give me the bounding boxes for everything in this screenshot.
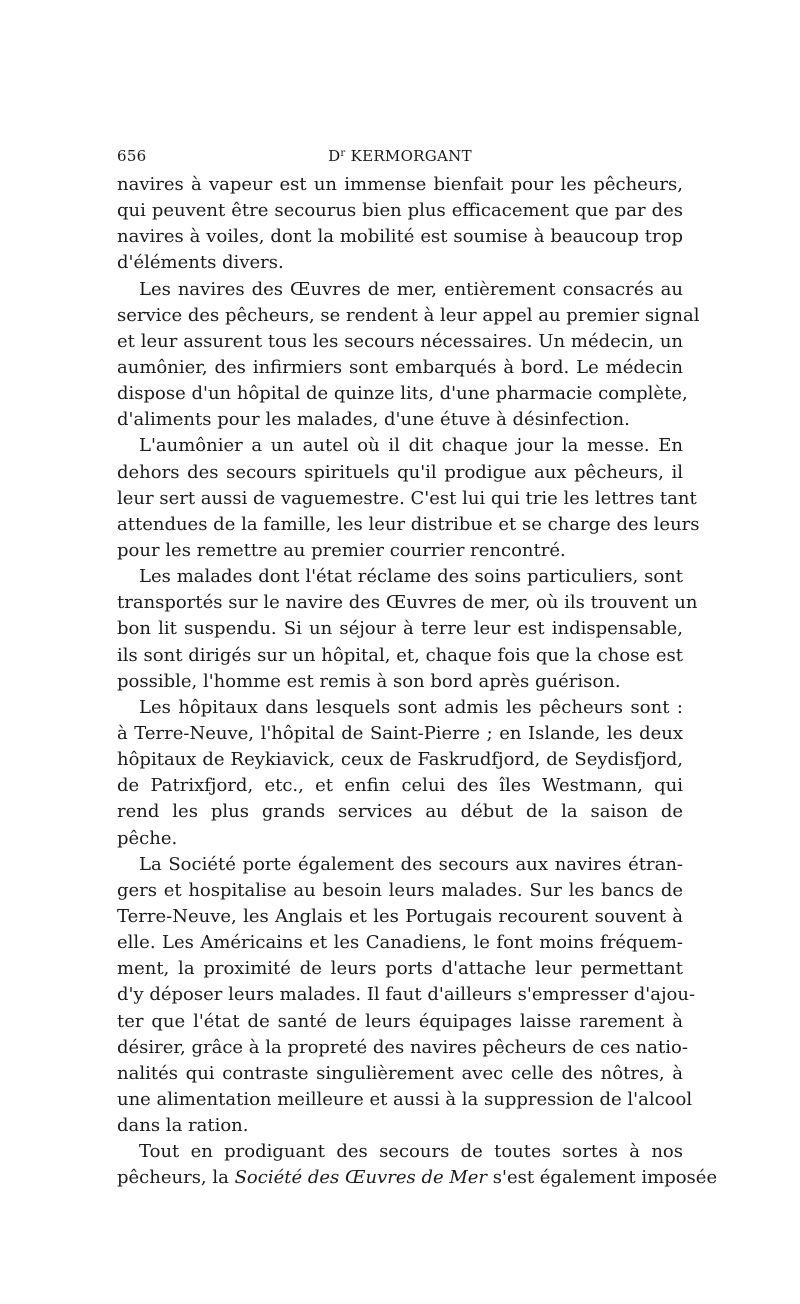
running-title: [117, 147, 683, 165]
author-prefix: D: [328, 147, 341, 165]
text-line: La Société porte également des secours aux navires étran-: [139, 853, 683, 875]
text-line: service des pêcheurs, se rendent à leur appel au premier signal: [117, 304, 700, 326]
text-line: nalités qui contraste singulièrement avec celle des nôtres, à: [117, 1062, 683, 1084]
text-line: pour les remettre au premier courrier rencontré.: [117, 539, 566, 561]
paragraph: [117, 695, 683, 852]
text-line: ment, la proximité de leurs ports d'attache leur permettant: [117, 958, 683, 980]
text-line: leur sert aussi de vaguemestre. C'est lui qui trie les lettres tant: [117, 487, 697, 509]
paragraph: [117, 433, 700, 564]
text-line: possible, l'homme est remis à son bord après guérison.: [117, 670, 621, 692]
page-number: 656: [117, 147, 147, 165]
text-line: Les navires des Œuvres de mer, entièrement consacrés au: [139, 278, 683, 300]
running-header: [117, 147, 683, 169]
paragraph: [117, 172, 683, 277]
text-line: désirer, grâce à la propreté des navires pêcheurs de ces natio-: [117, 1036, 688, 1058]
text-line: Les malades dont l'état réclame des soins particuliers, sont: [139, 566, 683, 588]
text-line: une alimentation meilleure et aussi à la suppression de l'alcool: [117, 1088, 693, 1110]
text-line: attendues de la famille, les leur distribue et se charge des leurs: [117, 513, 700, 535]
text-line: bon lit suspendu. Si un séjour à terre leur est indispensable,: [117, 618, 683, 640]
text-run: s'est également imposée: [487, 1167, 718, 1189]
paragraph: [117, 852, 696, 1140]
text-line: d'y déposer leurs malades. Il faut d'ailleurs s'empresser d'ajou-: [117, 984, 696, 1006]
paragraph: [117, 277, 700, 434]
author-name: KERMORGANT: [345, 147, 472, 165]
author-sup: r: [340, 148, 346, 159]
text-line: gers et hospitalise au besoin leurs malades. Sur les bancs de: [117, 879, 683, 901]
text-line: elle. Les Américains et les Canadiens, le font moins fréquem-: [117, 932, 683, 954]
text-line: L'aumônier a un autel où il dit chaque jour la messe. En: [139, 435, 683, 457]
text-line: [117, 1165, 718, 1191]
text-line: Terre-Neuve, les Anglais et les Portugais recourent souvent à: [117, 905, 683, 927]
text-line: transportés sur le navire des Œuvres de mer, où ils trouvent un: [117, 592, 698, 614]
text-line: qui peuvent être secourus bien plus efficacement que par des: [117, 200, 683, 222]
text-line: pêche.: [117, 827, 178, 849]
text-line: d'aliments pour les malades, d'une étuve à désinfection.: [117, 409, 630, 431]
text-line: et leur assurent tous les secours nécessaires. Un médecin, un: [117, 330, 683, 352]
text-run: pêcheurs, la: [117, 1167, 235, 1189]
italic-title: Société des Œuvres de Mer: [234, 1167, 488, 1189]
text-line: dehors des secours spirituels qu'il prodigue aux pêcheurs, il: [117, 461, 683, 483]
paragraph: [117, 1139, 718, 1191]
paragraph: [117, 564, 698, 695]
book-page: [117, 147, 718, 1191]
text-line: d'éléments divers.: [117, 252, 284, 274]
text-line: Tout en prodiguant des secours de toutes sortes à nos: [139, 1141, 683, 1163]
text-line: Les hôpitaux dans lesquels sont admis les pêcheurs sont :: [139, 696, 683, 718]
text-line: dispose d'un hôpital de quinze lits, d'une pharmacie complète,: [117, 383, 688, 405]
text-line: dans la ration.: [117, 1115, 249, 1137]
body-text: [117, 172, 718, 1191]
text-line: hôpitaux de Reykiavick, ceux de Faskrudfjord, de Seydisfjord,: [117, 749, 683, 771]
text-line: de Patrixfjord, etc., et enfin celui des îles Westmann, qui: [117, 775, 683, 797]
text-line: rend les plus grands services au début de la saison de: [117, 801, 683, 823]
text-line: navires à voiles, dont la mobilité est soumise à beaucoup trop: [117, 226, 683, 248]
text-line: ils sont dirigés sur un hôpital, et, chaque fois que la chose est: [117, 644, 683, 666]
text-line: à Terre-Neuve, l'hôpital de Saint-Pierre ; en Islande, les deux: [117, 722, 683, 744]
text-line: navires à vapeur est un immense bienfait pour les pêcheurs,: [117, 174, 683, 195]
text-line: aumônier, des infirmiers sont embarqués à bord. Le médecin: [117, 356, 683, 378]
text-line: ter que l'état de santé de leurs équipages laisse rarement à: [117, 1010, 683, 1032]
